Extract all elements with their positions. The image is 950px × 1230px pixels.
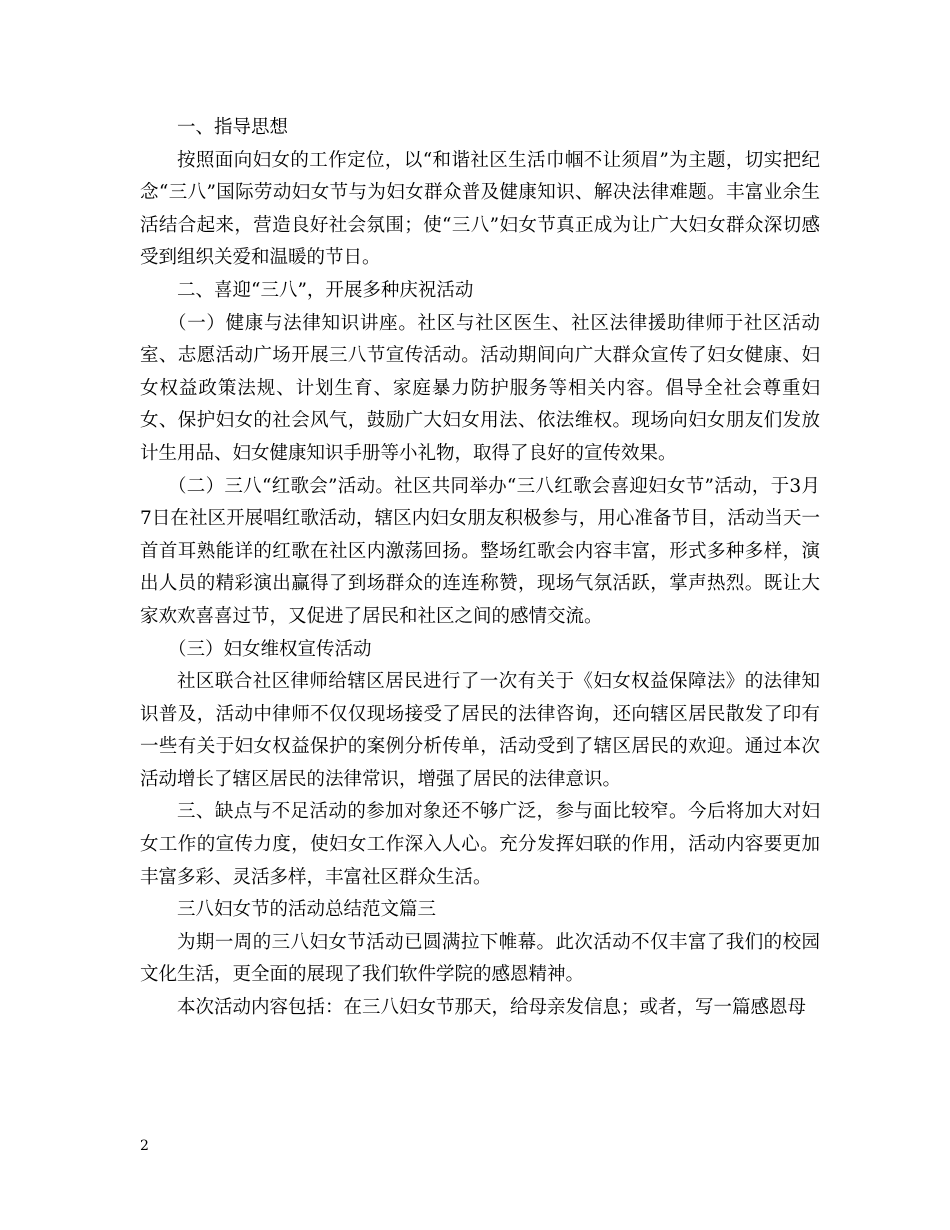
section-heading-summary-part-three: 三八妇女节的活动总结范文篇三 [177,899,437,921]
subheading-rights-campaign: （三）妇女维权宣传活动 [168,638,372,660]
document-body [140,112,820,1025]
paragraph-shortcomings: 三、缺点与不足活动的参加对象还不够广泛，参与面比较窄。今后将加大对妇女工作的宣传力度，使妇女工作深入人心。充分发挥妇联的作用，活动内容要更加丰富多彩、灵活多样，丰富社区群众生活。 [140,801,820,888]
section-heading-guiding-ideology: 一、指导思想 [177,117,289,138]
paragraph-rights-campaign: 社区联合社区律师给辖区居民进行了一次有关于《妇女权益保障法》的法律知识普及，活动中律师不仅仅现场接受了居民的法律咨询，还向辖区居民散发了印有一些有关于妇女权益保护的案例分析传单，活动受到了辖区居民的欢迎。通过本次活动增长了辖区居民的法律常识，增强了居民的法律意识。 [140,671,820,790]
paragraph-guiding-ideology: 按照面向妇女的工作定位，以“和谐社区生活巾帼不让须眉”为主题，切实把纪念“三八”国际劳动妇女节与为妇女群众普及健康知识、解决法律难题。丰富业余生活结合起来，营造良好社会氛围；使“三八”妇女节真正成为让广大妇女群众深切感受到组织关爱和温暖的节日。 [140,149,820,269]
paragraph-red-song-concert: （二）三八“红歌会”活动。社区共同举办“三八红歌会喜迎妇女节”活动，于3月7日在社区开展唱红歌活动，辖区内妇女朋友积极参与，用心准备节目，活动当天一首首耳熟能详的红歌在社区内激荡回扬。整场红歌会内容丰富，形式多种多样，演出人员的精彩演出赢得了到场群众的连连称赞，现场气氛活跃，掌声热烈。既让大家欢欢喜喜过节，又促进了居民和社区之间的感情交流。 [140,475,820,627]
page-number: 2 [140,1138,149,1154]
section-heading-celebration-activities: 二、喜迎“三八”，开展多种庆祝活动 [177,279,474,301]
paragraph-activity-contents: 本次活动内容包括：在三八妇女节那天，给母亲发信息；或者，写一篇感恩母 [177,997,807,1019]
paragraph-week-activity: 为期一周的三八妇女节活动已圆满拉下帷幕。此次活动不仅丰富了我们的校园文化生活，更全面的展现了我们软件学院的感恩精神。 [140,931,820,986]
paragraph-health-law-lecture: （一）健康与法律知识讲座。社区与社区医生、社区法律援助律师于社区活动室、志愿活动广场开展三八节宣传活动。活动期间向广大群众宣传了妇女健康、妇女权益政策法规、计划生育、家庭暴力防护服务等相关内容。倡导全社会尊重妇女、保护妇女的社会风气，鼓励广大妇女用法、依法维权。现场向妇女朋友们发放计生用品、妇女健康知识手册等小礼物，取得了良好的宣传效果。 [140,312,820,464]
